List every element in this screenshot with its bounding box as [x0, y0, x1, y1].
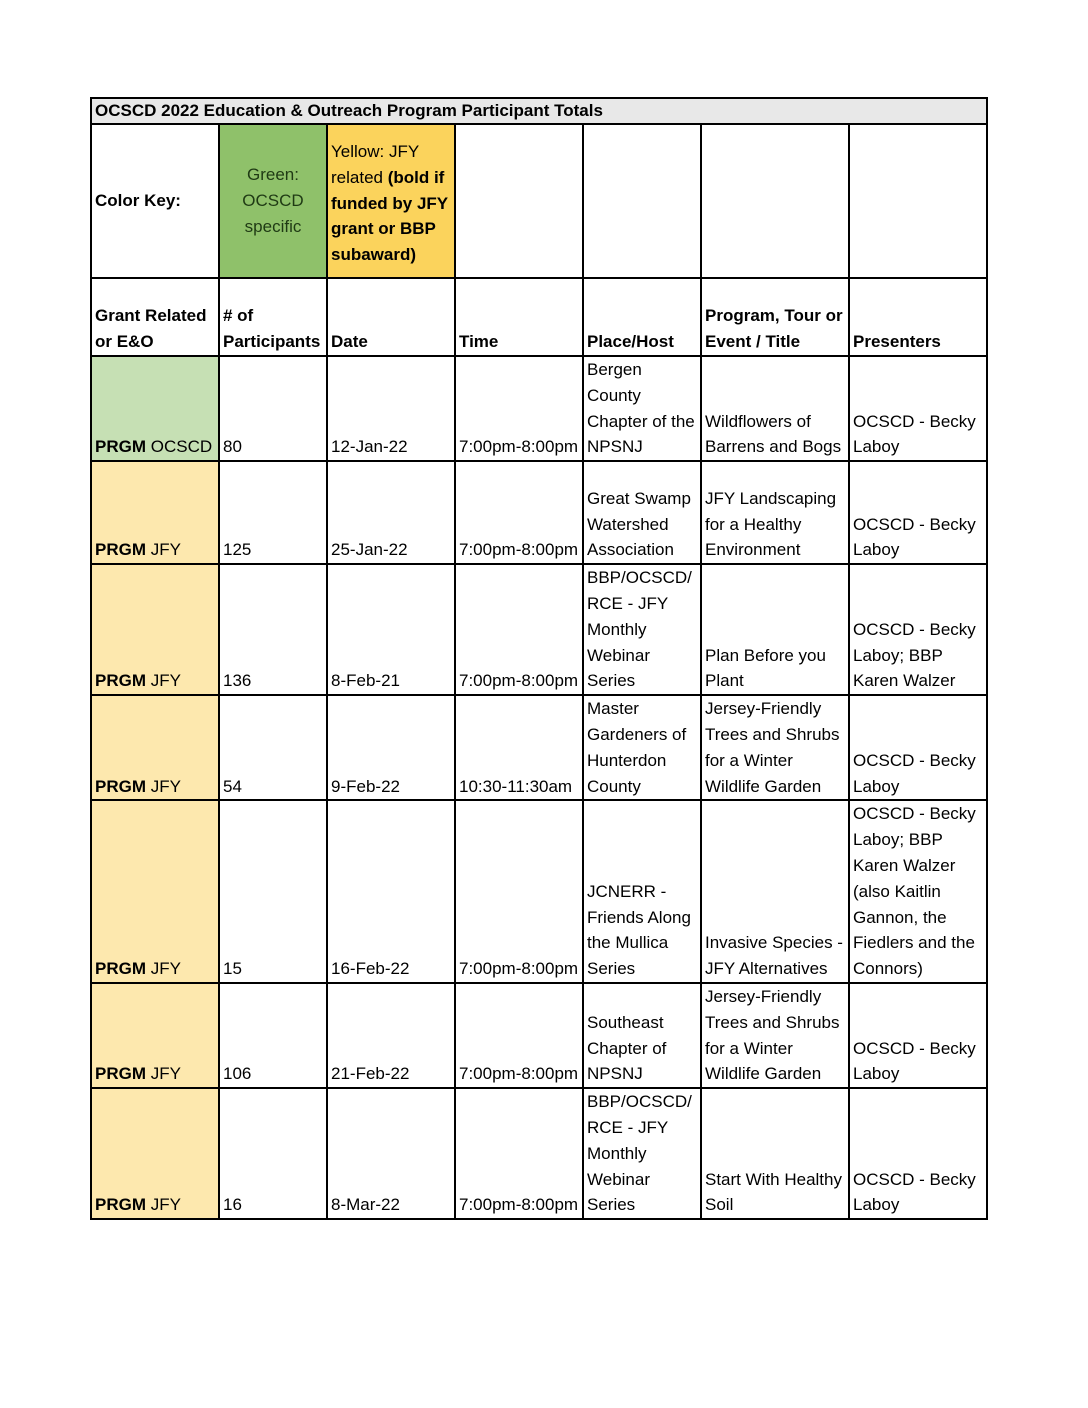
cell-participants: 125	[219, 461, 327, 564]
cell-participants: 106	[219, 983, 327, 1088]
cell-presenters: OCSCD - Becky Laboy	[849, 461, 987, 564]
header-time: Time	[455, 278, 583, 356]
cell-program: Wildflowers of Barrens and Bogs	[701, 356, 849, 461]
cell-place: Bergen County Chapter of the NPSNJ	[583, 356, 701, 461]
cell-participants: 54	[219, 695, 327, 800]
cell-program: Jersey-Friendly Trees and Shrubs for a Winter Wildlife Garden	[701, 695, 849, 800]
cell-program: Jersey-Friendly Trees and Shrubs for a Winter Wildlife Garden	[701, 983, 849, 1088]
table-row	[91, 461, 987, 564]
cell-grant-related	[91, 983, 219, 1088]
header-presenters: Presenters	[849, 278, 987, 356]
cell-grant-related	[91, 800, 219, 983]
cell-place: Master Gardeners of Hunterdon County	[583, 695, 701, 800]
cell-place: Southeast Chapter of NPSNJ	[583, 983, 701, 1088]
header-place: Place/Host	[583, 278, 701, 356]
header-program: Program, Tour or Event / Title	[701, 278, 849, 356]
cell-time: 10:30-11:30am	[455, 695, 583, 800]
cell-presenters: OCSCD - Becky Laboy	[849, 695, 987, 800]
cell-date: 16-Feb-22	[327, 800, 455, 983]
cell-grant-related	[91, 461, 219, 564]
cell-time: 7:00pm-8:00pm	[455, 356, 583, 461]
cell-time: 7:00pm-8:00pm	[455, 564, 583, 695]
program-code: PRGM	[95, 540, 146, 560]
table-row	[91, 356, 987, 461]
empty-cell	[849, 124, 987, 278]
table-title: OCSCD 2022 Education & Outreach Program Participant Totals	[91, 98, 987, 124]
cell-place: JCNERR - Friends Along the Mullica Series	[583, 800, 701, 983]
cell-grant-related	[91, 695, 219, 800]
cell-program: Invasive Species - JFY Alternatives	[701, 800, 849, 983]
color-key-label: Color Key:	[91, 124, 219, 278]
program-code: PRGM	[95, 1195, 146, 1215]
cell-time: 7:00pm-8:00pm	[455, 1088, 583, 1219]
cell-date: 9-Feb-22	[327, 695, 455, 800]
table-row	[91, 983, 987, 1088]
cell-place: BBP/OCSCD/ RCE - JFY Monthly Webinar Series	[583, 1088, 701, 1219]
program-code: PRGM	[95, 776, 146, 796]
cell-date: 12-Jan-22	[327, 356, 455, 461]
color-key-yellow-bold-text: (bold if funded by JFY grant or BBP subaward)	[331, 167, 448, 265]
table-row	[91, 800, 987, 983]
cell-date: 8-Feb-21	[327, 564, 455, 695]
color-key-yellow	[327, 124, 455, 278]
cell-grant-related	[91, 356, 219, 461]
program-type: JFY	[150, 671, 181, 691]
cell-time: 7:00pm-8:00pm	[455, 461, 583, 564]
empty-cell	[583, 124, 701, 278]
participant-totals-table	[90, 97, 988, 1220]
cell-participants: 80	[219, 356, 327, 461]
cell-program: Start With Healthy Soil	[701, 1088, 849, 1219]
cell-place: BBP/OCSCD/ RCE - JFY Monthly Webinar Series	[583, 564, 701, 695]
cell-program: JFY Landscaping for a Healthy Environment	[701, 461, 849, 564]
program-code: PRGM	[95, 671, 146, 691]
header-grant: Grant Related or E&O	[91, 278, 219, 356]
cell-presenters: OCSCD - Becky Laboy; BBP Karen Walzer (also Kaitlin Gannon, the Fiedlers and the Connors)	[849, 800, 987, 983]
cell-participants: 16	[219, 1088, 327, 1219]
program-type: JFY	[150, 540, 181, 560]
cell-presenters: OCSCD - Becky Laboy; BBP Karen Walzer	[849, 564, 987, 695]
color-key-yellow-text: Yellow: JFY related	[331, 142, 419, 187]
program-type: OCSCD	[150, 437, 213, 457]
cell-date: 25-Jan-22	[327, 461, 455, 564]
color-key-green: Green: OCSCD specific	[219, 124, 327, 278]
empty-cell	[701, 124, 849, 278]
program-type: JFY	[150, 1064, 181, 1084]
table-row	[91, 564, 987, 695]
table-row	[91, 695, 987, 800]
program-code: PRGM	[95, 959, 146, 979]
program-code: PRGM	[95, 1064, 146, 1084]
program-type: JFY	[150, 776, 181, 796]
cell-time: 7:00pm-8:00pm	[455, 983, 583, 1088]
cell-time: 7:00pm-8:00pm	[455, 800, 583, 983]
cell-date: 8-Mar-22	[327, 1088, 455, 1219]
header-date: Date	[327, 278, 455, 356]
cell-presenters: OCSCD - Becky Laboy	[849, 1088, 987, 1219]
cell-date: 21-Feb-22	[327, 983, 455, 1088]
cell-presenters: OCSCD - Becky Laboy	[849, 356, 987, 461]
cell-participants: 136	[219, 564, 327, 695]
program-type: JFY	[150, 1195, 181, 1215]
header-participants: # of Participants	[219, 278, 327, 356]
cell-grant-related	[91, 1088, 219, 1219]
table-row	[91, 1088, 987, 1219]
empty-cell	[455, 124, 583, 278]
program-code: PRGM	[95, 437, 146, 457]
cell-grant-related	[91, 564, 219, 695]
cell-place: Great Swamp Watershed Association	[583, 461, 701, 564]
cell-program: Plan Before you Plant	[701, 564, 849, 695]
cell-presenters: OCSCD - Becky Laboy	[849, 983, 987, 1088]
cell-participants: 15	[219, 800, 327, 983]
program-type: JFY	[150, 959, 181, 979]
